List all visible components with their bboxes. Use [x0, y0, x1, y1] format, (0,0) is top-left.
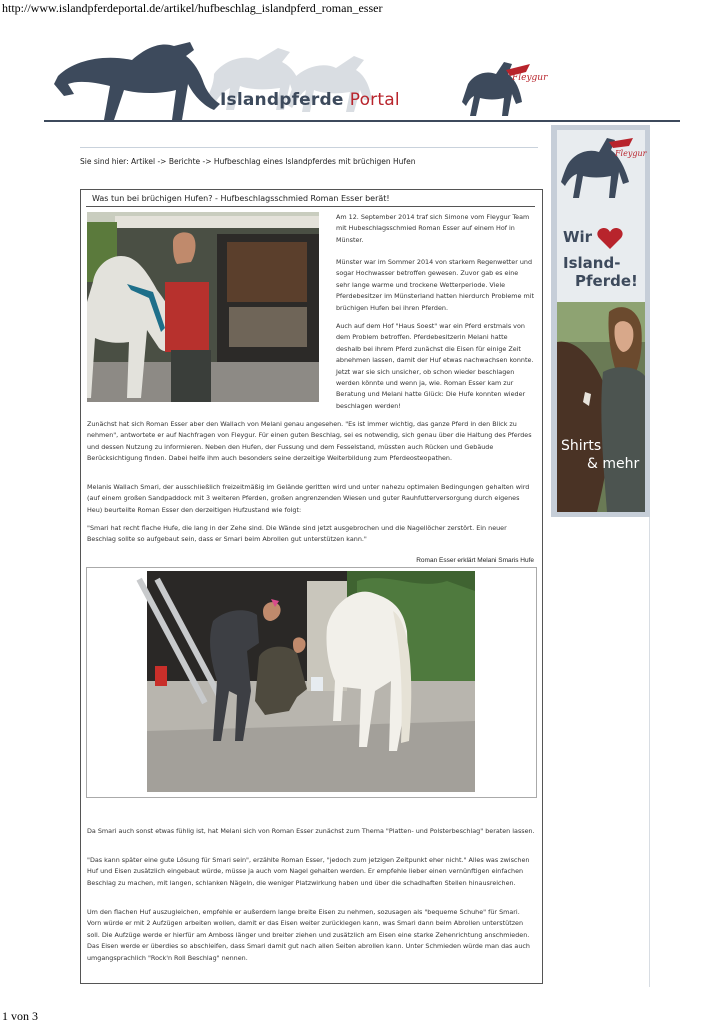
site-title-accent: Portal — [349, 90, 400, 110]
article-paragraph: Auch auf dem Hof "Haus Soest" war ein Pferd erstmals von dem Problem betroffen. Pferdebesitzerin Melani hatte deshalb bei ihrem Pferd zunächst die Eisen für einige Zeit abnehmen lassen, damit der Huf etwas nachwachsen konnte. Jetzt war sie sich unsicher, ob schon wieder beschlagen werden könnte und wenn ja, wie. Roman Esser kam zur Beratung und Melani hatte Glück: Die Hufe konnten wieder beschlagen werden! — [336, 322, 534, 410]
article-paragraph: Um den flachen Huf auszugleichen, empfehle er außerdem lange breite Eisen zu nehmen, sozusagen als "bequeme Schuhe" für Smari. Vorn würde er mit 2 Aufzügen arbeiten wollen, damit er das Eisen weiter zurücklegen kann, was Smari dann beim Abrollen unterstützen soll. Die Aufzüge werde er hierfür am Amboss länger und breiter ziehen und zusätzlich am Eisen eine starke Zehenrichtung anschmieden. Das Eisen werde er überdies so abschleifen, dass Smari damit gut nach allen Seiten abrollen kann. Unter Schmieden würde man das auch umgangsprachlich "Rock'n Roll Beschlag" nennen. — [87, 908, 530, 962]
fleygur-logo-text: Fleygur — [512, 73, 548, 83]
article-paragraph: Zunächst hat sich Roman Esser aber den Wallach von Melani genau angesehen. "Es ist immer wichtig, das ganze Pferd in den Blick zu nehmen", antwortete er auf Nachfragen von Fleygur. Für einen guten Beschlag, sei es notwendig, sich genau über die Haltung des Pferdes und dessen Nutzung zu informieren. Neben den Hufen, der Fussung und dem Fesselstand, müssten auch Rücken und Gebäude Berücksichtigung finden. Dabei helfe ihm auch besonders seine derzeitige Weiterbildung zum Pferdeosteopathen. — [87, 420, 532, 463]
sidebar-ad-line1: Wir — [563, 228, 593, 246]
photo-caption: Roman Esser erklärt Melani Smaris Hufe — [416, 557, 534, 564]
breadcrumb-divider — [80, 147, 538, 148]
site-title[interactable] — [220, 90, 400, 110]
article-title: Was tun bei brüchigen Hufen? - Hufbeschlagsschmied Roman Esser berät! — [92, 194, 390, 203]
article-paragraph: Da Smari auch sonst etwas fühlig ist, hat Melani sich von Roman Esser zunächst zum Thema "Platten- und Polsterbeschlag" beraten lassen. — [87, 827, 535, 835]
sidebar-brand: Fleygur — [615, 149, 647, 158]
breadcrumb[interactable]: Sie sind hier: Artikel -> Berichte -> Hufbeschlag eines Islandpferdes mit brüchigen Hufen — [80, 157, 416, 166]
sidebar-ad[interactable] — [557, 130, 645, 512]
fleygur-logo[interactable] — [460, 60, 548, 122]
sidebar-column-divider — [649, 517, 650, 987]
article-paragraph: Am 12. September 2014 traf sich Simone vom Fleygur Team mit Hubeschlagsschmied Roman Esser auf einem Hof in Münster. — [336, 213, 530, 244]
article-paragraph: Münster war im Sommer 2014 von starkem Regenwetter und sogar Hochwasser betroffen gewesen. Zuvor gab es eine sehr lange warme und trockene Wetterperiode. Viele Pferdebesitzer im Münsterland hatten hierdurch Probleme mit brüchigen Hufen bei ihren Pferden. — [336, 258, 535, 312]
photo-farrier-with-horse — [87, 212, 319, 402]
sidebar-ad-line4: Shirts — [561, 438, 602, 454]
sidebar-ad-line2: Island- — [563, 254, 621, 272]
article-paragraph: "Das kann später eine gute Lösung für Smari sein", erzählte Roman Esser, "jedoch zum jetzigen Zeitpunkt eher nicht." Alles was zwischen Huf und Eisen zusätzlich eingebaut würde, müsse ja auch vom Nagel gehalten werden. Er empfehle lieber einen vernünftigen einfachen Beschlag zu machen, mit langen, schlanken Nägeln, die weniger Platzwirkung haben und über die schadhaften Stellen hinausreichen. — [87, 856, 530, 887]
header-divider — [44, 120, 680, 122]
article-paragraph: Melanis Wallach Smari, der ausschließlich freizeitmäßig im Gelände geritten wird und unter nahezu optimalen Bedingungen gehalten wird (auf einem großen Sandpaddock mit 3 weiteren Pferden, großen angrenzenden Wiesen und guter Rauhfutterversorgung durch eigenes Heu) beurteilte Roman Esser den derzeitigen Hufzustand wie folgt: — [87, 483, 530, 514]
browser-url: http://www.islandpferdeportal.de/artikel/hufbeschlag_islandpferd_roman_esser — [2, 1, 383, 15]
site-title-main: Islandpferde — [220, 90, 344, 110]
sidebar-ad-line5: & mehr — [587, 456, 640, 472]
sidebar-ad-horse-logo — [557, 130, 645, 202]
page-indicator: 1 von 3 — [2, 1009, 38, 1023]
article-title-divider — [86, 206, 535, 207]
article-quote: "Smari hat recht flache Hufe, die lang in der Zehe sind. Die Wände sind jetzt ausgebrochen und die Nagellöcher zerstört. Ein neuer Beschlag sollte so aufgebaut sein, dass er Smari beim Abrollen gut unterstützen kann." — [87, 524, 507, 544]
photo-farrier-examining-hoof — [147, 571, 475, 792]
sidebar-ad-photo — [557, 302, 645, 512]
heart-icon — [597, 228, 623, 250]
sidebar-ad-line3: Pferde! — [575, 272, 638, 290]
site-header — [44, 40, 684, 122]
